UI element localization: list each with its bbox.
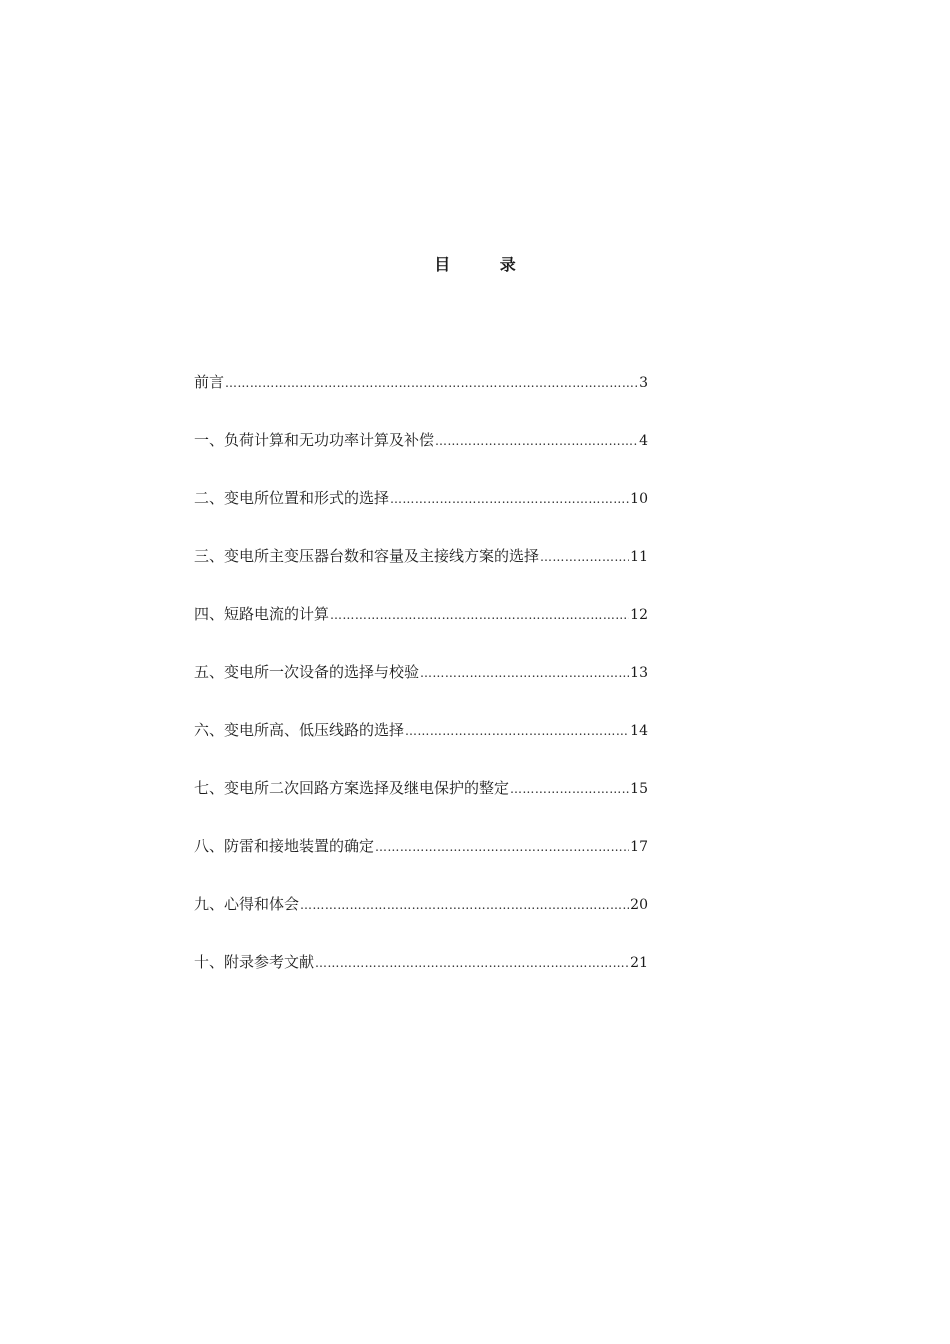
toc-dot-leader xyxy=(540,544,629,570)
toc-entry-label: 九、心得和体会 xyxy=(194,895,300,913)
toc-dot-leader xyxy=(390,486,629,512)
toc-entry-page: 4 xyxy=(639,433,648,449)
toc-entry-label: 三、变电所主变压器台数和容量及主接线方案的选择 xyxy=(194,547,540,565)
toc-entry-label: 五、变电所一次设备的选择与校验 xyxy=(194,663,420,681)
toc-entry-3[interactable] xyxy=(194,543,648,601)
toc-entry-page: 11 xyxy=(630,549,648,565)
toc-entry-4[interactable] xyxy=(194,601,648,659)
toc-entry-page: 10 xyxy=(630,491,648,507)
toc-entry-label: 二、变电所位置和形式的选择 xyxy=(194,489,390,507)
toc-entry-page: 17 xyxy=(630,839,648,855)
toc-entry-8[interactable] xyxy=(194,833,648,891)
toc-dot-leader xyxy=(225,370,638,396)
toc-entry-label: 一、负荷计算和无功功率计算及补偿 xyxy=(194,431,435,449)
toc-list xyxy=(194,369,648,1007)
toc-entry-9[interactable] xyxy=(194,891,648,949)
toc-dot-leader xyxy=(330,602,629,628)
toc-entry-page: 12 xyxy=(630,607,648,623)
toc-entry-label: 七、变电所二次回路方案选择及继电保护的整定 xyxy=(194,779,510,797)
toc-entry-6[interactable] xyxy=(194,717,648,775)
toc-entry-page: 14 xyxy=(630,723,648,739)
toc-entry-label: 十、附录参考文献 xyxy=(194,953,315,971)
toc-entry-label: 前言 xyxy=(194,373,225,391)
toc-dot-leader xyxy=(420,660,629,686)
toc-entry-preface[interactable] xyxy=(194,369,648,427)
toc-entry-5[interactable] xyxy=(194,659,648,717)
toc-entry-7[interactable] xyxy=(194,775,648,833)
toc-entry-page: 13 xyxy=(630,665,648,681)
toc-dot-leader xyxy=(300,892,629,918)
toc-dot-leader xyxy=(405,718,629,744)
toc-dot-leader xyxy=(435,428,638,454)
toc-title: 目 录 xyxy=(434,255,538,274)
toc-entry-2[interactable] xyxy=(194,485,648,543)
toc-entry-page: 20 xyxy=(630,897,648,913)
toc-entry-1[interactable] xyxy=(194,427,648,485)
toc-entry-label: 六、变电所高、低压线路的选择 xyxy=(194,721,405,739)
toc-dot-leader xyxy=(510,776,629,802)
toc-dot-leader xyxy=(315,950,629,976)
toc-entry-page: 15 xyxy=(630,781,648,797)
toc-entry-page: 3 xyxy=(639,375,648,391)
toc-entry-label: 四、短路电流的计算 xyxy=(194,605,330,623)
toc-entry-label: 八、防雷和接地装置的确定 xyxy=(194,837,375,855)
toc-entry-page: 21 xyxy=(630,955,648,971)
toc-entry-10[interactable] xyxy=(194,949,648,1007)
toc-dot-leader xyxy=(375,834,629,860)
